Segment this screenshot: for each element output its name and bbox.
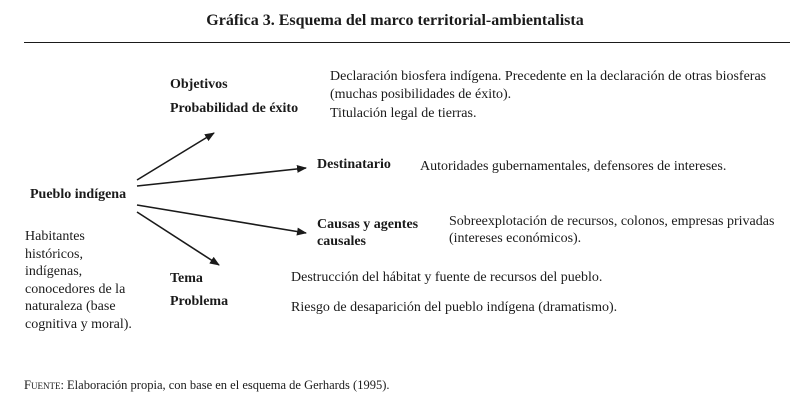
destinatario-text: Autoridades gubernamentales, defensores de intereses. [420,159,727,174]
central-node-description: Habitantes históricos, indígenas, conocedores de la naturaleza (base cognitiva y moral). [25,229,132,332]
causas-label-2: causales [317,234,366,249]
causas-text-1: Sobreexplotación de recursos, colonos, empresas privadas [449,214,775,229]
arrow-tema [137,212,219,265]
source-note [24,378,390,393]
problema-text: Riesgo de desaparición del pueblo indígena (dramatismo). [291,300,618,315]
arrow-objetivos [137,133,214,180]
objetivos-text-2: (muchas posibilidades de éxito). [330,87,512,102]
diagram-title: Gráfica 3. Esquema del marco territorial-ambientalista [206,12,584,29]
tema-text: Destrucción del hábitat y fuente de recursos del pueblo. [291,270,603,285]
central-node-label: Pueblo indígena [30,187,127,202]
problema-label: Problema [170,294,229,309]
objetivos-text-3: Titulación legal de tierras. [330,106,477,121]
probabilidad-label: Probabilidad de éxito [170,101,299,116]
source-text: Elaboración propia, con base en el esquema de Gerhards (1995). [63,378,390,392]
destinatario-label: Destinatario [317,157,391,172]
objetivos-text-1: Declaración biosfera indígena. Precedente en la declaración de otras biosferas [330,69,767,84]
arrow-destinatario [137,168,306,186]
tema-label: Tema [170,271,203,286]
source-prefix: Fuente: [24,378,64,392]
objetivos-label: Objetivos [170,77,228,92]
causas-text-2: (intereses económicos). [449,231,582,246]
causas-label-1: Causas y agentes [317,217,419,232]
